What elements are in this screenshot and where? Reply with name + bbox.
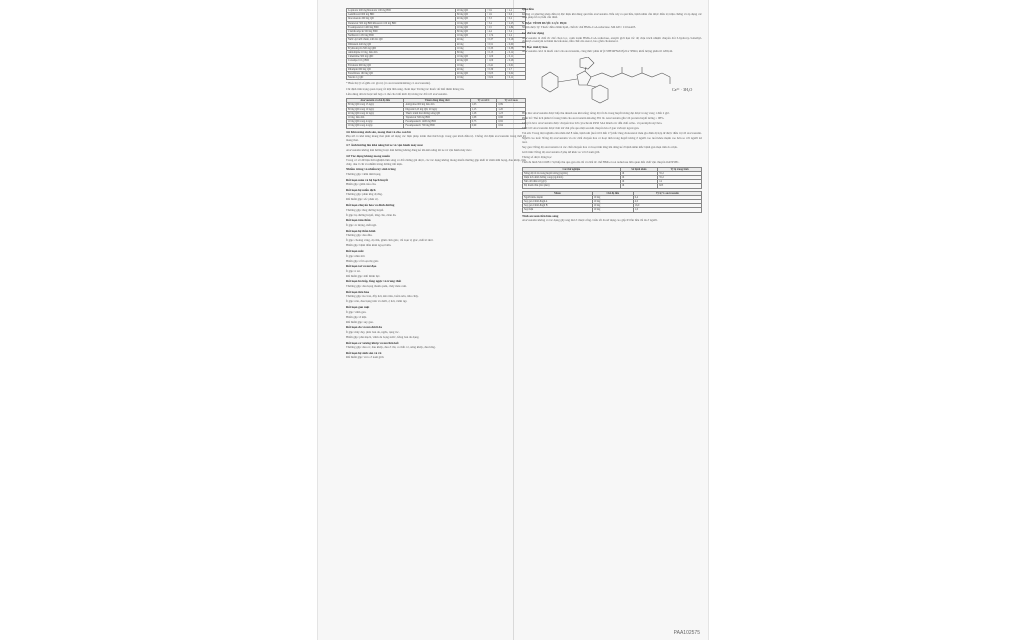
adverse-item: Ít gặp: nôn, đau bụng trên và dưới, ợ hơi, viêm tụy. bbox=[346, 299, 408, 304]
table-row bbox=[347, 124, 526, 128]
atorvastatin-structure-icon bbox=[522, 57, 702, 107]
adverse-item: Hiếm gặp: phù mạch, viêm da bọng nước, hồng ban đa dạng. bbox=[346, 335, 420, 339]
overdose-text: Không có phương pháp điều trị đặc hiệu khi dùng quá liều atorvastatin. Nếu xảy ra quá liều, bệnh nhân cần được điều trị triệu chứng và áp dụng các biện pháp hỗ trợ khi cần thiết. bbox=[522, 11, 702, 20]
footnote: Chỉ định tình trạng quan trọng về mặt lâm sàng. Xem mục Tương tác thuốc để biết thêm thông tin. bbox=[346, 86, 465, 91]
table-cell: ↑ 0,6 bbox=[505, 13, 525, 17]
adverse-item: Thường gặp: đau cơ, đau khớp, đau ở chi, co thắt cơ, sưng khớp, đau lưng. bbox=[346, 345, 436, 350]
table-cell: Gemfibrozil 600 mg BID bbox=[347, 13, 456, 17]
table-cell: ↑ 0,15 bbox=[485, 51, 505, 55]
table-cell: 20 mg QD bbox=[456, 9, 486, 13]
table-cell: 10 mg bbox=[456, 63, 486, 67]
footnote: Liều dùng đơn lẻ hoặc kết hợp có thể cho biết mức độ tương tác đối với atorvastatin. bbox=[346, 91, 448, 96]
body-paragraph: Suy gan: Nồng độ atorvastatin và các chất chuyển hóa có hoạt tính tăng lên đáng kể ở bệnh nhân mắc bệnh gan mạn tính do rượu. bbox=[522, 144, 678, 149]
table-cell: Tipranavir 500 mg BID bbox=[404, 116, 470, 120]
table-cell: Rifampin 600 mg QD bbox=[347, 67, 456, 71]
adverse-category: Rối loạn da và mô dưới da bbox=[346, 325, 382, 330]
table-cell: 16 bbox=[620, 171, 658, 175]
table-cell: ↑ 1,9 bbox=[485, 13, 505, 17]
table-cell: 40 mg QD bbox=[456, 59, 486, 63]
table-cell: 0,89 bbox=[497, 103, 526, 107]
table-cell: 10 mg QD trong 4 ngày bbox=[347, 120, 404, 124]
table-cell: 625 bbox=[658, 184, 702, 188]
table-cell: 40 mg bbox=[456, 67, 486, 71]
table-cell: Niacin 2 g QD bbox=[347, 76, 456, 80]
table-cell: 0,73 bbox=[470, 120, 497, 124]
interaction-table-1 bbox=[346, 8, 526, 80]
table-cell: 55,2 bbox=[658, 171, 702, 175]
adverse-item: Rất hiếm gặp: sốc phản vệ. bbox=[346, 197, 379, 202]
table-cell: Darunavir 300 mg BID/Ritonavir 100 mg BID bbox=[347, 21, 456, 25]
table-cell: 0,94 bbox=[497, 124, 526, 128]
table-cell: ↑ 0,11 bbox=[505, 76, 525, 80]
pk-table-3 bbox=[522, 167, 702, 189]
adverse-category: Rối loạn tiêu hóa bbox=[346, 289, 370, 294]
adverse-category: Rối loạn hệ miễn dịch bbox=[346, 187, 376, 192]
table-cell: 1,15 bbox=[470, 107, 497, 111]
table-cell: 10 mg bbox=[592, 208, 633, 212]
table-cell: 0,99 bbox=[470, 124, 497, 128]
table-cell: 10 mg bbox=[456, 76, 486, 80]
adverse-category: Rối loạn máu và hệ bạch huyết bbox=[346, 177, 388, 182]
left-column bbox=[346, 6, 526, 361]
table-cell: ↑ 5,9 bbox=[485, 9, 505, 13]
body-paragraph: Trẻ em: Trong một nghiên cứu nhãn mở 8 tuần, bệnh nhi (tuổi từ 6 đến 17) mắc tăng cholesterol máu gia đình dị hợp tử được điều trị với atorvastatin. bbox=[522, 130, 702, 135]
table-cell: Suy gan Child-Pugh B bbox=[523, 204, 593, 208]
body-paragraph: Chuyển hóa: Atorvastatin được chuyển hóa bởi cytochrom P450 3A4 thành các dẫn chất ortho- và parahydroxyl hóa. bbox=[522, 120, 663, 125]
section-heading: 5.1 Đặc tính lý hóa bbox=[522, 44, 548, 49]
adverse-category: Rối loạn tâm thần bbox=[346, 218, 371, 223]
table-cell: 10 mg bbox=[592, 195, 633, 199]
table-cell: 80 mg bbox=[456, 51, 486, 55]
table-cell: Nửa đời thải trừ (giờ) bbox=[523, 180, 621, 184]
table-cell: Fosamprenavir 1400 mg BID bbox=[347, 25, 456, 29]
table-cell: 10 mg bbox=[592, 204, 633, 208]
interaction-table-2 bbox=[346, 98, 526, 128]
structural-formula bbox=[522, 57, 702, 109]
table-cell: ↑ 3,4 bbox=[485, 21, 505, 25]
table-row bbox=[523, 208, 702, 212]
table-cell: Người khỏe mạnh bbox=[523, 195, 593, 199]
table-cell: 16,0 bbox=[633, 204, 701, 208]
table-cell: ↑ 2,5 bbox=[485, 25, 505, 29]
table-cell: 0,4 bbox=[633, 195, 701, 199]
table-cell: Diện tích dưới đường cong (ng.h/mL) bbox=[523, 175, 621, 179]
table-cell: Efavirenz 600 mg QD bbox=[347, 63, 456, 67]
table-cell: ↓ 0,26 bbox=[505, 59, 525, 63]
adverse-item: Thường gặp: viêm mũi họng. bbox=[346, 172, 382, 176]
table-header-cell: Tỷ lệ % atorvastatin bbox=[633, 191, 701, 195]
overdose-heading: Quá liều bbox=[522, 7, 534, 11]
table-cell: ↑ 0,03 bbox=[485, 72, 505, 76]
table-cell: ↑ 1,74 bbox=[485, 34, 505, 38]
table-cell: ↑ 1,00 bbox=[485, 55, 505, 59]
table-cell: ↑ 0,02 bbox=[485, 76, 505, 80]
table-cell: 10 mg bbox=[456, 46, 486, 50]
table-cell: 10 mg QD bbox=[456, 55, 486, 59]
adverse-item: Ít gặp: ác mộng, mất ngủ. bbox=[346, 222, 377, 227]
table-cell: Antipyrine 600 mg liều đơn bbox=[404, 103, 470, 107]
adverse-category: Nhiễm trùng và nhiễm ký sinh trùng bbox=[346, 167, 396, 172]
body-paragraph: Tính đa hình SLCO1B1: Sự hấp thu qua gan của tất cả chất ức chế HMG-CoA reductase liên quan đến chất vận chuyển OATP1B1. bbox=[522, 159, 680, 164]
adverse-item: Thường gặp: đau đầu. bbox=[346, 233, 373, 238]
adverse-item: Thường gặp: phản ứng dị ứng. bbox=[346, 192, 383, 197]
table-cell: 10 mg QD trong 4 ngày bbox=[347, 124, 404, 128]
table-cell: Fenofibrate 160 mg QD bbox=[347, 72, 456, 76]
table-cell: ↓ 0,01 bbox=[505, 63, 525, 67]
table-cell: Nồng độ tối đa trong huyết tương (ng/mL) bbox=[523, 171, 621, 175]
table-cell: 14 bbox=[658, 180, 702, 184]
pk-table-4 bbox=[522, 191, 702, 213]
table-cell: ↑ 0,51 bbox=[485, 42, 505, 46]
table-cell: ↓ 0,41 bbox=[485, 63, 505, 67]
table-row bbox=[347, 107, 526, 111]
table-header-cell: Nhóm bbox=[523, 191, 593, 195]
table-cell: 4,0 bbox=[633, 199, 701, 203]
adverse-item: Thường gặp: tăng đường huyết. bbox=[346, 207, 385, 212]
table-cell: ↓ 0,11 bbox=[505, 55, 525, 59]
section-text: Phụ nữ có khả năng mang thai phải sử dụng các biện pháp tránh thai thích hợp trong quá trình điều trị. Chống chỉ định atorvastatin trong thời kỳ mang thai. bbox=[346, 134, 526, 142]
body-paragraph: Thải trừ: Atorvastatin được thải trừ chủ yếu qua mật sau khi chuyển hóa ở gan và/hoặc ngoài gan. bbox=[522, 125, 640, 130]
table-cell: Diltiazem 240 mg QD bbox=[347, 42, 456, 46]
table-cell: 10 mg, liều đơn bbox=[347, 116, 404, 120]
table-cell: 80 mg QD bbox=[456, 13, 486, 17]
adverse-item: Hiếm gặp: giảm tiểu cầu. bbox=[346, 182, 377, 187]
body-paragraph: Người cao tuổi: Nồng độ atorvastatin và các chất chuyển hóa có hoạt tính trong huyết tương ở người cao tuổi khỏe mạnh cao hơn so với người trẻ tuổi. bbox=[522, 136, 702, 144]
table-header-cell: Các thử nghiệm bbox=[523, 167, 621, 171]
table-cell: Suy gan Child-Pugh A bbox=[523, 199, 593, 203]
table-cell: ↑ 0,16 bbox=[505, 38, 525, 42]
table-cell: 1,20 bbox=[497, 107, 526, 111]
adverse-category: Rối loạn chuyển hóa và dinh dưỡng bbox=[346, 203, 395, 208]
table-cell: Digoxin 0,25 mg QD, 20 ngày bbox=[404, 107, 470, 111]
section-heading: 4.6 Khả năng sinh sản, mang thai và cho con bú bbox=[346, 129, 411, 134]
table-cell: ↑ 5,4 bbox=[505, 30, 525, 34]
body-paragraph: Thông số dược động học bbox=[522, 154, 552, 159]
adverse-item: Ít gặp: ù tai. bbox=[346, 268, 361, 273]
table-cell: Erythromycin 500 mg QID bbox=[347, 46, 456, 50]
body-paragraph: Phân bố: Thể tích phân bố trung bình của atorvastatin khoảng 381 lít. Atorvastatin gắn với protein huyết tương ≥ 98%. bbox=[522, 115, 665, 120]
table-cell: 40 mg QD bbox=[456, 17, 486, 21]
adverse-item: Thường gặp: táo bón, đầy hơi, khó tiêu, buồn nôn, tiêu chảy. bbox=[346, 294, 419, 299]
table-cell: 0,96 bbox=[497, 116, 526, 120]
closing-heading: Tính an toàn tiền lâm sàng bbox=[522, 213, 559, 218]
adverse-item: Ít gặp: choáng váng, dị cảm, giảm cảm giác, rối loạn vị giác, mất trí nhớ. bbox=[346, 238, 434, 243]
table-header-cell: Tỷ lệ trung bình bbox=[658, 167, 702, 171]
table-cell: 10 mg QD bbox=[456, 21, 486, 25]
table-cell: 1,08 bbox=[470, 116, 497, 120]
adverse-item: Ít gặp: mày đay, phát ban da, ngứa, rụng tóc. bbox=[346, 329, 400, 334]
adverse-item: Ít gặp: viêm gan. bbox=[346, 309, 367, 314]
table-row bbox=[347, 111, 526, 115]
table-cell: Suy thận bbox=[523, 208, 593, 212]
table-cell: Nelfinavir 1250 mg BID bbox=[347, 34, 456, 38]
table-cell: 16 bbox=[620, 175, 658, 179]
table-cell: 40 mg QD trong 22 ngày bbox=[347, 111, 404, 115]
adverse-category: Rối loạn hệ thần kinh bbox=[346, 228, 376, 233]
formula-salt-label: Ca²⁺ · 3H₂O bbox=[672, 86, 693, 92]
table-cell: 80 mg QD trong 10 ngày bbox=[347, 107, 404, 111]
table-cell: 55,2 bbox=[658, 175, 702, 179]
table-cell: 10 mg QD bbox=[456, 25, 486, 29]
table-cell: 1,0 bbox=[633, 208, 701, 212]
table-cell: 1,23 bbox=[497, 111, 526, 115]
section-text: Trong cơ sở dữ liệu thử nghiệm lâm sàng có đối chứng giả dược, các tác dụng không mong muốn thường gặp nhất là viêm mũi họng, đau khớp, tiêu chảy, đau ở chi và nhiễm trùng đường tiết niệu. bbox=[346, 158, 526, 166]
body-paragraph: Hấp thu: Atorvastatin được hấp thu nhanh sau khi uống; nồng độ tối đa trong huyết tương đạt được trong vòng 1 đến 2 giờ. bbox=[522, 110, 670, 115]
footnote: * Biểu thị tỷ số giữa các giá trị (có atorvastatin/không có atorvastatin). bbox=[346, 81, 431, 86]
adverse-category: Rối loạn mắt bbox=[346, 248, 364, 253]
table-cell: ↑ 3,3 bbox=[485, 17, 505, 21]
table-cell: ↑ 2,2 bbox=[505, 34, 525, 38]
section-text: Atorvastatin calci là muối calci của atorvastatin, công thức phân tử (C33H34FN2O5)2Ca·3H2O, khối lượng phân tử 1209,42. bbox=[522, 49, 674, 54]
table-cell: ↓ 0,12 bbox=[505, 51, 525, 55]
table-cell: 40 mg QD bbox=[456, 72, 486, 76]
adverse-item: Hiếm gặp: rối loạn thị giác. bbox=[346, 258, 379, 263]
table-cell: 1,03 bbox=[470, 103, 497, 107]
right-column bbox=[522, 6, 702, 224]
table-row bbox=[347, 76, 526, 80]
table-cell: Clarithromycin 500 mg BID bbox=[347, 30, 456, 34]
table-cell: Itraconazole 200 mg QD bbox=[347, 17, 456, 21]
table-cell: Lopinavir 400 mg/Ritonavir 100 mg BID bbox=[347, 9, 456, 13]
table-cell: ↑ 0,30 bbox=[485, 67, 505, 71]
table-cell: Độ thanh thải (mL/phút) bbox=[523, 184, 621, 188]
table-cell: ↑ 2,84 bbox=[505, 25, 525, 29]
adverse-item: Thường gặp: đau họng thanh quản, chảy máu cam. bbox=[346, 284, 407, 289]
table-cell: Cimetidine 300 mg QID bbox=[347, 55, 456, 59]
adverse-item: Hiếm gặp: bệnh thần kinh ngoại biên. bbox=[346, 243, 392, 248]
table-cell: 0,82 bbox=[497, 120, 526, 124]
adverse-category: Rối loạn hệ sinh sản và vú bbox=[346, 350, 382, 355]
section-text: Atorvastatin là chất ức chế chọn lọc, cạnh tranh HMG-CoA reductase, enzym giới hạn tốc độ chịu trách nhiệm chuyển đổi 3-hydroxy-3-methyl-glutaryl-coenzym A thành mevalonate, tiền chất của sterol, bao gồm cholesterol. bbox=[522, 35, 702, 44]
table-header-cell: Số bệnh nhân bbox=[620, 167, 658, 171]
adverse-item: Ít gặp: nhìn mờ. bbox=[346, 253, 366, 258]
table-cell: ↓ 0,00 bbox=[505, 42, 525, 46]
table-cell: Colestipol 10 g BID bbox=[347, 59, 456, 63]
table-cell: Thuốc tránh thai đường uống QD bbox=[404, 111, 470, 115]
table-cell: 40 mg bbox=[456, 38, 486, 42]
section-heading: Cơ chế tác dụng bbox=[522, 30, 545, 35]
adverse-item: Rất hiếm gặp: vú to ở nam giới. bbox=[346, 355, 385, 360]
table-header-cell: Chế độ liều bbox=[592, 191, 633, 195]
table-row bbox=[523, 184, 702, 188]
adverse-category: Rối loạn cơ xương khớp và mô liên kết bbox=[346, 340, 399, 345]
adverse-item: Rất hiếm gặp: suy gan. bbox=[346, 319, 374, 324]
section-heading: 5. ĐẶC TÍNH DƯỢC LỰC HỌC bbox=[522, 20, 568, 25]
table-cell: ↑ 2,2 bbox=[505, 9, 525, 13]
table-cell: ↑ 4,4 bbox=[485, 30, 505, 34]
table-cell: 1,28 bbox=[470, 111, 497, 115]
document-code: PAA102575 bbox=[673, 630, 700, 636]
table-cell: 16 bbox=[620, 180, 658, 184]
body-paragraph: Giới tính: Nồng độ atorvastatin ở phụ nữ khác so với ở nam giới. bbox=[522, 149, 601, 154]
section-text: Atorvastatin không ảnh hưởng hoặc ảnh hưởng không đáng kể lên khả năng lái xe và vận hành máy móc. bbox=[346, 148, 473, 153]
table-cell: ↑ 0,2 bbox=[505, 17, 525, 21]
table-cell: Amlodipine 10 mg, liều đơn bbox=[347, 51, 456, 55]
table-cell: ↑ 2,25 bbox=[505, 21, 525, 25]
table-cell: ↑ 0,38 bbox=[505, 46, 525, 50]
document-sheet bbox=[318, 0, 708, 640]
adverse-category: Rối loạn tai và mê đạo bbox=[346, 264, 377, 269]
adverse-item: Ít gặp: hạ đường huyết, tăng cân, chán ăn. bbox=[346, 212, 397, 217]
table-cell: Fosamprenavir 1400 mg BID bbox=[404, 120, 470, 124]
table-header-cell: Tỷ số AUC bbox=[470, 99, 497, 103]
table-cell: 40 mg bbox=[456, 42, 486, 46]
table-header-cell: Tỷ số Cmax bbox=[497, 99, 526, 103]
table-cell: Nước ép bưởi chùm, 240 mL QD bbox=[347, 38, 456, 42]
section-heading: 4.8 Tác dụng không mong muốn bbox=[346, 153, 390, 158]
table-cell: ↑ 0,37 bbox=[485, 38, 505, 42]
table-cell: 16 bbox=[620, 184, 658, 188]
table-header-cell: Thuốc dùng đồng thời bbox=[404, 99, 470, 103]
table-cell: ↑ 2,7 bbox=[505, 67, 525, 71]
section-text: Nhóm dược lý: Thuốc điều chỉnh lipid, chất ức chế HMG-CoA reductase. Mã ATC: C10AA05. bbox=[522, 25, 637, 30]
table-cell: 80 mg QD bbox=[456, 30, 486, 34]
closing-text: Atorvastatin không có tác dụng gây ung thư ở chuột cống. Liều tối đa sử dụng cao gấp 63 lần liều tối đa ở người. bbox=[522, 218, 658, 223]
table-cell: ↑ 0,02 bbox=[505, 72, 525, 76]
adverse-category: Rối loạn hô hấp, lồng ngực và trung thất bbox=[346, 279, 402, 284]
table-cell: ↑ 0,33 bbox=[485, 46, 505, 50]
table-cell: Fosamprenavir 700 mg BID bbox=[404, 124, 470, 128]
table-header-cell: Atorvastatin và chế độ liều bbox=[347, 99, 404, 103]
table-cell: 10 mg bbox=[592, 199, 633, 203]
adverse-category: Rối loạn gan mật bbox=[346, 304, 370, 309]
adverse-item: Hiếm gặp: ứ mật. bbox=[346, 314, 367, 319]
table-cell: 10 mg QD bbox=[456, 34, 486, 38]
section-heading: 4.7 Ảnh hưởng lên khả năng lái xe và vận hành máy móc bbox=[346, 143, 424, 148]
table-cell: ↑ 1,00 bbox=[485, 59, 505, 63]
table-cell: 80 mg QD trong 15 ngày bbox=[347, 103, 404, 107]
adverse-item: Rất hiếm gặp: mất thính lực. bbox=[346, 273, 381, 278]
